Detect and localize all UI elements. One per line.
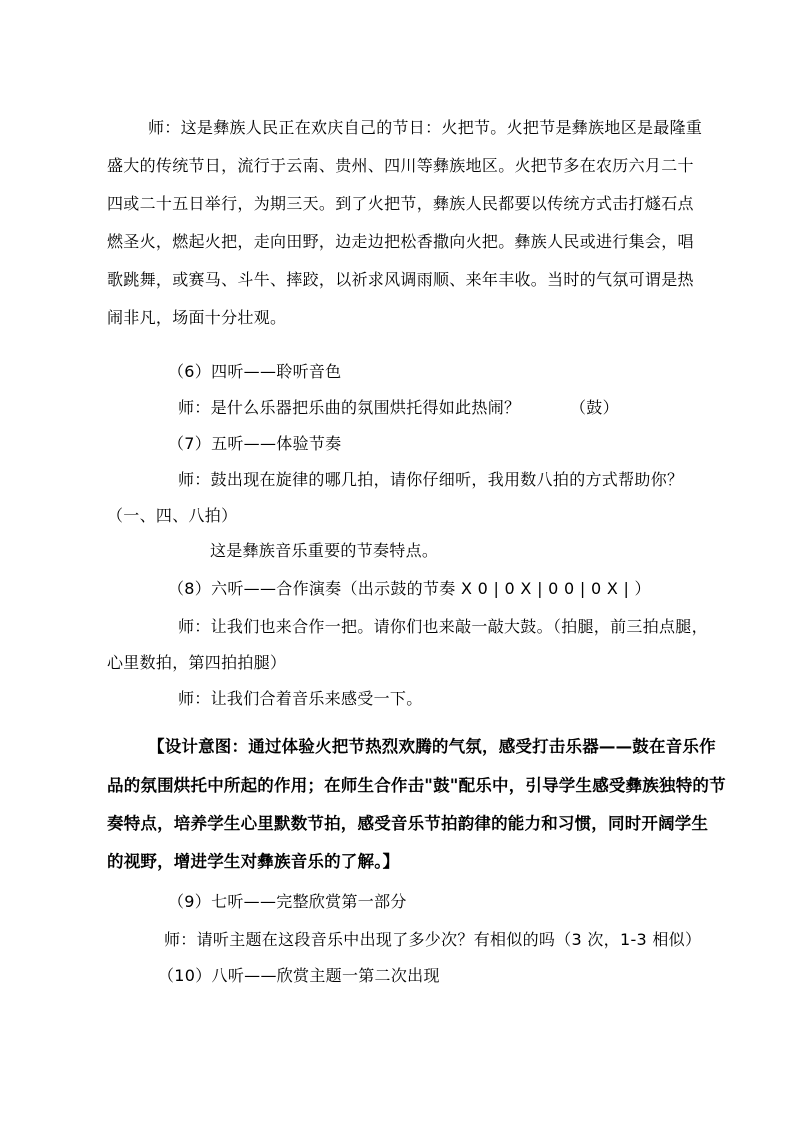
design-intent-line-3: 奏特点，培养学生心里默数节拍，感受音乐节拍韵律的能力和习惯，同时开阔学生 [107, 814, 709, 833]
step9-heading: （9）七听——完整欣赏第一部分 [168, 892, 407, 911]
step6-heading: （6）四听——聆听音色 [168, 362, 342, 381]
intro-line-6: 闹非凡，场面十分壮观。 [107, 308, 287, 327]
design-intent-line-1: 【设计意图：通过体验火把节热烈欢腾的气氛，感受打击乐器——鼓在音乐作 [148, 737, 716, 756]
step6-question: 师：是什么乐器把乐曲的氛围烘托得如此热闹？ [178, 398, 521, 417]
step7-question-line2: （一、四、八拍） [107, 506, 238, 525]
intro-line-2: 盛大的传统节日，流行于云南、贵州、四川等彝族地区。火把节多在农历六月二十 [107, 156, 694, 175]
intro-line-4: 燃圣火，燃起火把，走向田野，边走边把松香撒向火把。彝族人民或进行集会，唱 [107, 232, 694, 251]
step7-heading: （7）五听——体验节奏 [168, 434, 342, 453]
intro-line-1: 师：这是彝族人民正在欢庆自己的节日：火把节。火把节是彝族地区是最隆重 [148, 118, 703, 137]
step8-followup: 师：让我们合着音乐来感受一下。 [178, 689, 423, 708]
step7-note: 这是彝族音乐重要的节奏特点。 [210, 541, 439, 560]
step8-heading: （8）六听——合作演奏（出示鼓的节奏 X 0 | 0 X | 0 0 | 0 X | ） [168, 579, 651, 598]
step10-heading: （10）八听——欣赏主题一第二次出现 [158, 966, 440, 985]
intro-line-3: 四或二十五日举行，为期三天。到了火把节，彝族人民都要以传统方式击打燧石点 [107, 194, 694, 213]
step8-instruction-line2: 心里数拍，第四拍拍腿） [107, 653, 287, 672]
step8-instruction-line1: 师：让我们也来合作一把。请你们也来敲一敲大鼓。（拍腿，前三拍点腿， [178, 617, 708, 636]
design-intent-line-2: 品的氛围烘托中所起的作用；在师生合作击"鼓"配乐中，引导学生感受彝族独特的节 [107, 776, 726, 795]
step9-question: 师：请听主题在这段音乐中出现了多少次？有相似的吗（3 次，1-3 相似） [164, 930, 702, 949]
design-intent-line-4: 的视野，增进学生对彝族音乐的了解。】 [107, 852, 400, 871]
step7-question-line1: 师：鼓出现在旋律的哪几拍，请你仔细听，我用数八拍的方式帮助你？ [178, 470, 684, 489]
step6-answer: （鼓） [570, 398, 619, 417]
intro-line-5: 歌跳舞，或赛马、斗牛、摔跤，以祈求风调雨顺、来年丰收。当时的气氛可谓是热 [107, 270, 694, 289]
